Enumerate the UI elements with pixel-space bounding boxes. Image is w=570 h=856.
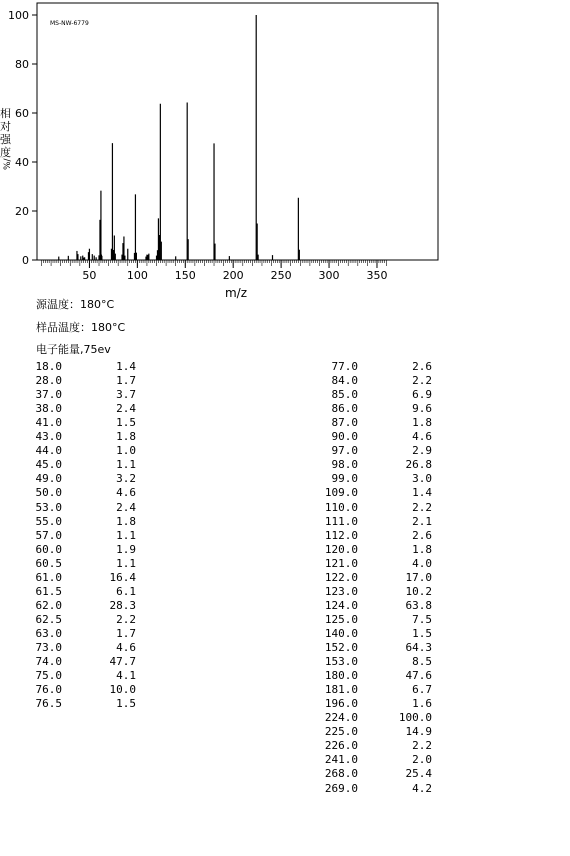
- peak-intensity-value: 8.5: [412, 655, 432, 669]
- peak-intensity-value: 2.6: [412, 360, 432, 373]
- peak-intensity-value: 1.7: [116, 374, 136, 388]
- peak-intensity-value: 4.2: [412, 781, 432, 795]
- peak-mz-value: 74.0: [35, 655, 62, 669]
- peak-mz-value: 60.5: [35, 556, 62, 570]
- peak-intensity-value: 1.8: [116, 514, 136, 528]
- peak-intensity-value: 2.2: [412, 374, 432, 388]
- peak-intensity-value: 1.5: [116, 416, 136, 430]
- sample-temperature: 样品温度：180°C: [36, 321, 126, 334]
- peak-intensity-value: 4.1: [116, 669, 136, 683]
- peak-mz-value: 241.0: [324, 753, 358, 767]
- plot-frame: [37, 3, 438, 260]
- peak-intensity-value: 2.2: [412, 500, 432, 514]
- peak-mz-value: 49.0: [35, 472, 62, 486]
- peak-intensity-value: 2.4: [116, 500, 136, 514]
- peak-mz-value: 61.0: [35, 570, 62, 584]
- peak-mz-value: 37.0: [35, 388, 62, 402]
- x-tick-label: 300: [318, 269, 340, 282]
- electron-energy: 电子能量,75ev: [36, 343, 111, 356]
- peak-intensity-value: 1.5: [116, 697, 136, 711]
- y-tick-label: 20: [15, 205, 29, 218]
- peak-mz-value: 73.0: [35, 641, 62, 654]
- peak-intensity-value: 9.6: [412, 402, 432, 416]
- peak-intensity-value: 1.8: [412, 416, 432, 430]
- peak-mz-value: 62.5: [35, 612, 62, 626]
- peak-intensity-value: 1.5: [412, 626, 432, 640]
- peak-mz-value: 63.0: [35, 626, 62, 640]
- peak-intensity-value: 1.1: [116, 556, 136, 570]
- peak-mz-value: 57.0: [35, 528, 62, 542]
- source-temperature: 源温度：180°C: [36, 298, 115, 311]
- peak-mz-value: 85.0: [331, 388, 358, 402]
- peak-mz-value: 87.0: [331, 416, 358, 430]
- spectrum-tag: MS-NW-6779: [50, 20, 89, 27]
- peak-intensity-value: 1.4: [412, 486, 432, 500]
- peak-mz-value: 55.0: [35, 514, 62, 528]
- peak-intensity-value: 28.3: [109, 598, 136, 612]
- peak-intensity-value: 64.3: [405, 641, 432, 654]
- peak-intensity-value: 26.8: [405, 458, 432, 472]
- peak-mz-value: 153.0: [324, 655, 358, 669]
- peak-mz-value: 77.0: [331, 360, 358, 373]
- y-label-char-2: 对: [0, 120, 11, 133]
- peak-mz-value: 181.0: [324, 683, 358, 697]
- peak-intensity-value: 4.6: [116, 486, 136, 500]
- x-tick-label: 200: [222, 269, 244, 282]
- y-label-char-3: 强: [0, 133, 11, 146]
- peak-mz-value: 120.0: [324, 542, 358, 556]
- peak-mz-value: 18.0: [35, 360, 62, 373]
- peak-mz-value: 180.0: [324, 669, 358, 683]
- x-tick-label: 150: [174, 269, 196, 282]
- peak-mz-value: 44.0: [35, 444, 62, 458]
- y-tick-label: 0: [22, 254, 29, 267]
- peak-intensity-value: 1.6: [412, 697, 432, 711]
- peak-intensity-value: 2.2: [116, 612, 136, 626]
- y-tick-label: 60: [15, 107, 29, 120]
- peak-intensity-value: 1.9: [116, 542, 136, 556]
- peak-intensity-value: 10.0: [109, 683, 136, 697]
- x-tick-label: 100: [126, 269, 148, 282]
- peak-intensity-value: 47.7: [109, 655, 136, 669]
- peak-mz-value: 226.0: [324, 739, 358, 753]
- peak-mz-value: 76.0: [35, 683, 62, 697]
- peak-intensity-value: 2.9: [412, 444, 432, 458]
- mass-spectrum-chart: [0, 0, 570, 300]
- peak-intensity-value: 100.0: [398, 711, 432, 725]
- peak-intensity-value: 14.9: [405, 725, 432, 739]
- peak-intensity-value: 1.8: [116, 430, 136, 444]
- y-axis: [8, 9, 37, 267]
- peak-intensity-value: 63.8: [405, 598, 432, 612]
- peak-intensity-value: 3.7: [116, 388, 136, 402]
- peak-intensity-value: 6.1: [116, 584, 136, 598]
- peak-mz-value: 43.0: [35, 430, 62, 444]
- peak-mz-value: 111.0: [324, 514, 358, 528]
- peak-intensity-value: 10.2: [405, 584, 432, 598]
- y-label-unit: %/: [3, 158, 13, 170]
- peak-mz-value: 124.0: [324, 598, 358, 612]
- y-tick-label: 80: [15, 58, 29, 71]
- peak-intensity-value: 47.6: [405, 669, 432, 683]
- peak-intensity-value: 7.5: [412, 612, 432, 626]
- x-tick-label: 350: [366, 269, 388, 282]
- peak-intensity-value: 6.7: [412, 683, 432, 697]
- peak-intensity-value: 25.4: [405, 767, 432, 781]
- peak-intensity-value: 4.0: [412, 556, 432, 570]
- peak-intensity-value: 17.0: [405, 570, 432, 584]
- peak-mz-value: 122.0: [324, 570, 358, 584]
- peak-intensity-value: 2.6: [412, 528, 432, 542]
- peak-mz-value: 224.0: [324, 711, 358, 725]
- x-tick-label: 50: [82, 269, 97, 282]
- peak-intensity-value: 2.2: [412, 739, 432, 753]
- peak-mz-value: 110.0: [324, 500, 358, 514]
- peak-mz-value: 269.0: [324, 781, 358, 795]
- peak-intensity-value: 4.6: [412, 430, 432, 444]
- x-minor-ticks: [42, 260, 387, 266]
- peak-intensity-value: 3.0: [412, 472, 432, 486]
- peak-mz-value: 53.0: [35, 500, 62, 514]
- peak-intensity-value: 1.1: [116, 458, 136, 472]
- peak-mz-value: 41.0: [35, 416, 62, 430]
- peak-mz-value: 268.0: [324, 767, 358, 781]
- peak-intensity-value: 4.6: [116, 641, 136, 654]
- peak-mz-value: 60.0: [35, 542, 62, 556]
- peak-mz-value: 98.0: [331, 458, 358, 472]
- peak-mz-value: 86.0: [331, 402, 358, 416]
- peak-mz-value: 45.0: [35, 458, 62, 472]
- peak-intensity-value: 1.7: [116, 626, 136, 640]
- x-tick-label: 250: [270, 269, 292, 282]
- peak-mz-value: 97.0: [331, 444, 358, 458]
- peak-intensity-value: 2.0: [412, 753, 432, 767]
- y-axis-label: [0, 106, 13, 170]
- peak-intensity-value: 3.2: [116, 472, 136, 486]
- spectrum-peaks: [59, 15, 300, 260]
- peak-mz-value: 123.0: [324, 584, 358, 598]
- peak-mz-value: 121.0: [324, 556, 358, 570]
- peak-mz-value: 38.0: [35, 402, 62, 416]
- peak-intensity-value: 1.0: [116, 444, 136, 458]
- peak-mz-value: 112.0: [324, 528, 358, 542]
- peak-mz-value: 152.0: [324, 641, 358, 654]
- peak-intensity-value: 1.4: [116, 360, 136, 373]
- peak-intensity-value: 2.1: [412, 514, 432, 528]
- peak-intensity-value: 2.4: [116, 402, 136, 416]
- peak-mz-value: 125.0: [324, 612, 358, 626]
- peak-mz-value: 140.0: [324, 626, 358, 640]
- peak-mz-value: 99.0: [331, 472, 358, 486]
- peak-mz-value: 61.5: [35, 584, 62, 598]
- y-tick-label: 100: [8, 9, 29, 22]
- y-label-char-4: 度: [0, 146, 11, 159]
- peak-mz-value: 75.0: [35, 669, 62, 683]
- y-tick-label: 40: [15, 156, 29, 169]
- peak-mz-value: 76.5: [35, 697, 62, 711]
- peak-mz-value: 90.0: [331, 430, 358, 444]
- peak-mz-value: 196.0: [324, 697, 358, 711]
- peak-intensity-value: 6.9: [412, 388, 432, 402]
- peak-mz-value: 28.0: [35, 374, 62, 388]
- peak-mz-value: 84.0: [331, 374, 358, 388]
- x-axis: [82, 260, 387, 282]
- peak-intensity-value: 16.4: [109, 570, 136, 584]
- peak-mz-value: 225.0: [324, 725, 358, 739]
- peak-mz-value: 50.0: [35, 486, 62, 500]
- peak-intensity-value: 1.1: [116, 528, 136, 542]
- y-label-char-1: 相: [0, 107, 11, 120]
- peak-intensity-value: 1.8: [412, 542, 432, 556]
- x-axis-label: m/z: [224, 286, 248, 300]
- peak-mz-value: 109.0: [324, 486, 358, 500]
- peak-mz-value: 62.0: [35, 598, 62, 612]
